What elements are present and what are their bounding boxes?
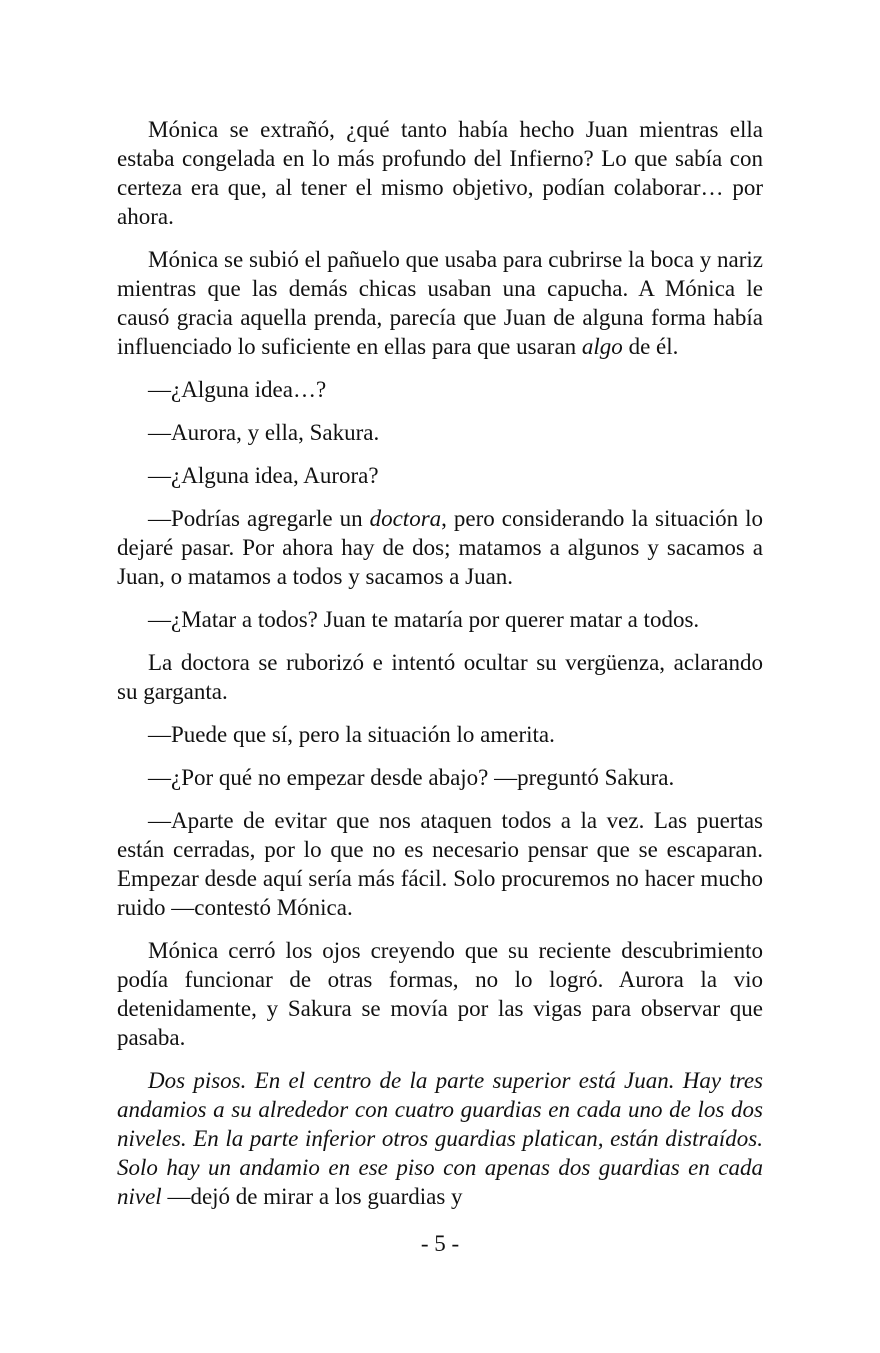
paragraph-text: de él. xyxy=(622,334,679,359)
paragraph-text: Mónica se extrañó, ¿qué tanto había hecho Juan mientras ella estaba congelada en lo más profundo del Infierno? Lo que sabía con certeza era que, al tener el mismo objetivo, podían colaborar… por ahora. xyxy=(117,117,763,229)
paragraph-text: —Puede que sí, pero la situación lo amerita. xyxy=(148,722,555,747)
dialogue-line xyxy=(117,461,763,490)
paragraph-1 xyxy=(117,115,763,231)
dialogue-line xyxy=(117,720,763,749)
dialogue-line xyxy=(117,375,763,404)
paragraph-narration xyxy=(117,936,763,1052)
paragraph-text: —¿Matar a todos? Juan te mataría por querer matar a todos. xyxy=(148,607,700,632)
page-number: - 5 - xyxy=(420,1231,460,1256)
paragraph-text: —dejó de mirar a los guardias y xyxy=(161,1184,463,1209)
paragraph-text: Mónica se subió el pañuelo que usaba para cubrirse la boca y nariz mientras que las demás chicas usaban una capucha. A Mónica le causó gracia aquella prenda, parecía que Juan de alguna forma había influenciado lo suficiente en ellas para que usaran xyxy=(117,247,763,359)
emphasis-text: algo xyxy=(581,334,623,359)
paragraph-text: —Aurora, y ella, Sakura. xyxy=(148,420,380,445)
paragraph-text: Mónica cerró los ojos creyendo que su reciente descubrimiento podía funcionar de otras formas, no lo logró. Aurora la vio detenidamente, y Sakura se movía por las vigas para observar que pasaba. xyxy=(117,938,763,1050)
paragraph-text: —¿Alguna idea, Aurora? xyxy=(148,463,379,488)
dialogue-line xyxy=(117,418,763,447)
paragraph-2 xyxy=(117,245,763,361)
paragraph-thought xyxy=(117,1066,763,1211)
dialogue-line xyxy=(117,763,763,792)
paragraph-text: —¿Por qué no empezar desde abajo? —preguntó Sakura. xyxy=(148,765,675,790)
dialogue-line xyxy=(117,605,763,634)
paragraph-text: La doctora se ruborizó e intentó ocultar su vergüenza, aclarando su garganta. xyxy=(117,650,763,704)
page-body xyxy=(117,115,763,1211)
paragraph-text: , pero considerando la situación lo dejaré pasar. Por ahora hay de dos; matamos a algunos y sacamos a Juan, o matamos a todos y sacamos a Juan. xyxy=(117,506,763,589)
dialogue-line xyxy=(117,504,763,591)
emphasis-text: doctora xyxy=(369,506,442,531)
dialogue-line xyxy=(117,806,763,922)
emphasis-text: Dos pisos. En el centro de la parte superior está Juan. Hay tres andamios a su alrededor con cuatro guardias en cada uno de los dos niveles. En la parte inferior otros guardias platican, están distraídos. Solo hay un andamio en ese piso con apenas dos guardias en cada nivel xyxy=(117,1068,763,1209)
paragraph-text: —Aparte de evitar que nos ataquen todos a la vez. Las puertas están cerradas, por lo que no es necesario pensar que se escaparan. Empezar desde aquí sería más fácil. Solo procuremos no hacer mucho ruido —contestó Mónica. xyxy=(117,808,763,920)
paragraph-text: —Podrías agregarle un xyxy=(148,506,370,531)
paragraph-text: —¿Alguna idea…? xyxy=(148,377,327,402)
paragraph-narration xyxy=(117,648,763,706)
